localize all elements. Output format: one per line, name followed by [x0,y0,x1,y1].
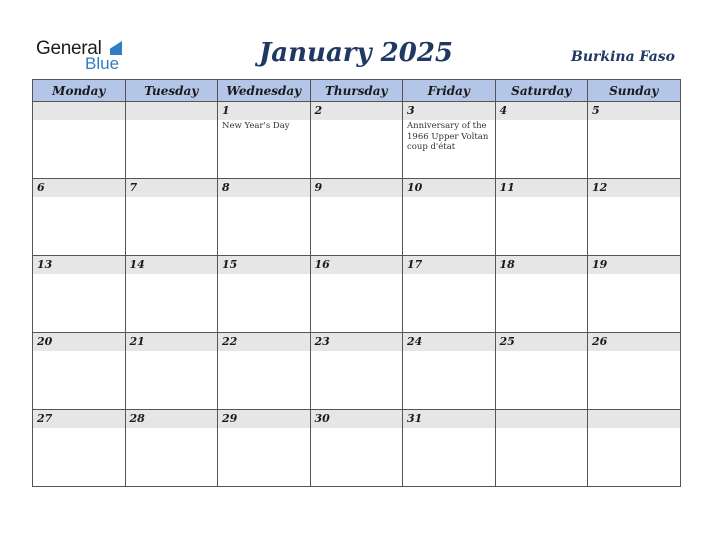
day-number-band [33,179,125,197]
day-cell [126,410,219,487]
day-cell [403,333,496,410]
day-number-band [218,102,310,120]
day-number: 14 [129,258,145,271]
day-number: 19 [592,258,608,271]
day-number: 17 [407,258,423,271]
day-cell [218,410,311,487]
day-number-band [588,410,680,428]
day-cell [33,102,126,179]
day-cell [218,179,311,256]
day-cell [218,333,311,410]
day-cell [311,333,404,410]
logo-text-blue: Blue [85,54,120,73]
day-number: 27 [37,412,53,425]
day-number: 11 [499,181,515,194]
day-cell [126,102,219,179]
day-cell [33,256,126,333]
day-cell [588,333,681,410]
day-cell [403,410,496,487]
day-cell [218,102,311,179]
page-title: January 2025 [258,38,454,68]
day-number: 12 [592,181,608,194]
weekday-header-sunday: Sunday [588,80,681,102]
day-cell [311,410,404,487]
country-name: Burkina Faso [571,49,675,65]
day-cell [33,179,126,256]
day-number: 29 [222,412,238,425]
day-cell [496,102,589,179]
day-number: 13 [37,258,53,271]
day-number: 26 [592,335,608,348]
day-cell [403,179,496,256]
day-cell [588,410,681,487]
day-number: 16 [314,258,330,271]
day-cell [496,179,589,256]
day-cell [588,102,681,179]
weekday-header-monday: Monday [33,80,126,102]
weekday-header-thursday: Thursday [311,80,404,102]
day-cell [218,256,311,333]
day-number: 6 [37,181,45,194]
weekday-header-friday: Friday [403,80,496,102]
day-number: 28 [129,412,145,425]
day-number: 22 [222,335,238,348]
day-number-band [311,102,403,120]
day-cell [126,256,219,333]
holiday-label: Anniversary of the 1966 Upper Voltan coup d'état [407,121,489,152]
day-number: 20 [37,335,53,348]
day-cell [403,256,496,333]
day-number: 5 [592,104,600,117]
day-cell [588,256,681,333]
day-cell [496,410,589,487]
calendar-grid [32,79,681,487]
day-cell [311,102,404,179]
weekday-header-saturday: Saturday [496,80,589,102]
day-number: 9 [314,181,323,194]
day-number-band [218,179,310,197]
day-cell [33,333,126,410]
day-number-band [33,102,125,120]
day-number: 3 [407,104,415,117]
day-cell [33,410,126,487]
day-number: 1 [222,104,230,117]
day-number: 21 [129,335,145,348]
day-number-band [403,102,495,120]
day-number-band [311,179,403,197]
day-cell [126,179,219,256]
day-number: 30 [314,412,330,425]
day-number: 25 [499,335,515,348]
day-number: 7 [129,181,138,194]
day-number: 18 [499,258,515,271]
day-number: 24 [407,335,423,348]
day-cell [496,333,589,410]
day-number: 8 [222,181,230,194]
day-cell [311,179,404,256]
day-cell [496,256,589,333]
logo-text-general: General [36,38,102,59]
day-cell [126,333,219,410]
day-number: 23 [314,335,330,348]
day-number: 4 [499,104,508,117]
day-number: 15 [222,258,238,271]
day-cell [403,102,496,179]
weekday-header-tuesday: Tuesday [126,80,219,102]
day-number-band [126,179,218,197]
day-number-band [496,102,588,120]
holiday-label: New Year's Day [222,121,290,131]
day-number-band [126,102,218,120]
day-number-band [588,102,680,120]
day-number-band [496,410,588,428]
weekday-header-wednesday: Wednesday [218,80,311,102]
day-number: 31 [407,412,423,425]
day-number: 10 [407,181,423,194]
day-cell [588,179,681,256]
day-number: 2 [314,104,323,117]
day-cell [311,256,404,333]
